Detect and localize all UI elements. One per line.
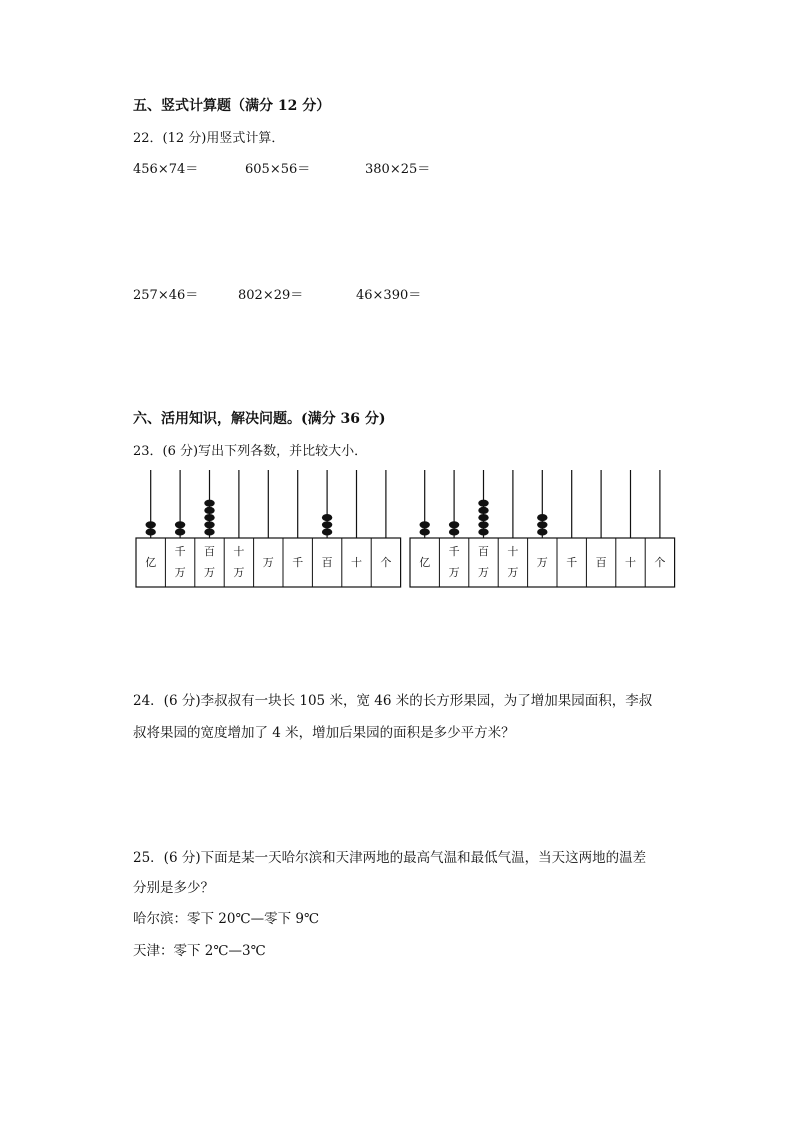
abacus-right-bead bbox=[478, 507, 488, 514]
abacus-right-bead bbox=[420, 521, 430, 528]
abacus-left-bead bbox=[322, 514, 332, 521]
section6-heading: 六、活用知识，解决问题。(满分 36 分) bbox=[133, 411, 386, 427]
abacus-left-bead bbox=[204, 514, 214, 521]
q22-expr-6: 46×390＝ bbox=[356, 288, 422, 303]
abacus-left bbox=[136, 470, 401, 587]
abacus-left-place-label: 万 bbox=[262, 556, 274, 569]
q22-expr-5: 802×29＝ bbox=[238, 288, 304, 303]
abacus-left-place-label: 十 bbox=[233, 545, 245, 558]
abacus-right-bead bbox=[537, 514, 547, 521]
abacus-left-place-label: 亿 bbox=[145, 556, 157, 569]
abacus-left-place-label: 万 bbox=[233, 566, 245, 579]
abacus-right-place-label: 亿 bbox=[419, 556, 431, 569]
q22-stem: 22．(12 分)用竖式计算． bbox=[133, 131, 285, 146]
abacus-left-place-label: 万 bbox=[174, 566, 186, 579]
q22-expr-1: 456×74＝ bbox=[133, 162, 199, 177]
abacus-right-place-label: 千 bbox=[566, 556, 578, 569]
abacus-left-bead bbox=[322, 521, 332, 528]
abacus-left-place-label: 个 bbox=[380, 556, 392, 569]
abacus-right-place-label: 个 bbox=[654, 556, 666, 569]
abacus-right-bead bbox=[478, 528, 488, 535]
q24-line2: 叔将果园的宽度增加了 4 米，增加后果园的面积是多少平方米？ bbox=[133, 725, 515, 741]
abacus-right-place-label: 百 bbox=[595, 556, 607, 569]
abacus-left-bead bbox=[175, 521, 185, 528]
abacus-right-bead bbox=[537, 521, 547, 528]
abacus-right-bead bbox=[420, 528, 430, 535]
abacus-left-bead bbox=[204, 507, 214, 514]
abacus-right bbox=[410, 470, 675, 587]
abacus-right-place-label: 万 bbox=[536, 556, 548, 569]
q22-expr-2: 605×56＝ bbox=[245, 162, 311, 177]
abacus-right-place-label: 万 bbox=[478, 566, 489, 579]
abacus-right-bead bbox=[449, 521, 459, 528]
abacus-right-bead bbox=[478, 500, 488, 507]
abacus-left-place-label: 百 bbox=[321, 556, 333, 569]
abacus-left-bead bbox=[146, 528, 156, 535]
abacus-right-bead bbox=[478, 521, 488, 528]
q25-line1: 25．(6 分)下面是某一天哈尔滨和天津两地的最高气温和最低气温，当天这两地的温差 bbox=[133, 850, 647, 866]
q23-stem: 23．(6 分)写出下列各数，并比较大小． bbox=[133, 444, 368, 459]
abacus-right-place-label: 十 bbox=[507, 545, 519, 558]
abacus-left-place-label: 十 bbox=[351, 556, 362, 569]
abacus-right-place-label: 万 bbox=[507, 566, 519, 579]
abacus-left-bead bbox=[146, 521, 156, 528]
q25-harbin: 哈尔滨：零下 20℃—零下 9℃ bbox=[133, 911, 320, 927]
abacus-left-bead bbox=[204, 521, 214, 528]
abacus-right-bead bbox=[478, 514, 488, 521]
abacus-left-bead bbox=[204, 500, 214, 507]
abacus-right-place-label: 万 bbox=[448, 566, 460, 579]
abacus-right-place-label: 千 bbox=[448, 545, 460, 558]
abacus-left-place-label: 千 bbox=[174, 545, 186, 558]
abacus-right-bead bbox=[449, 528, 459, 535]
q25-tianjin: 天津：零下 2℃—3℃ bbox=[133, 943, 266, 959]
q24-line1: 24．(6 分)李叔叔有一块长 105 米，宽 46 米的长方形果园，为了增加果园面积，李叔 bbox=[133, 693, 653, 709]
q22-expr-3: 380×25＝ bbox=[365, 162, 431, 177]
section5-heading: 五、竖式计算题（满分 12 分） bbox=[133, 98, 331, 114]
abacus-right-bead bbox=[537, 528, 547, 535]
q25-line2: 分别是多少？ bbox=[133, 880, 214, 896]
abacus-left-bead bbox=[175, 528, 185, 535]
abacus-right-place-label: 十 bbox=[625, 556, 636, 569]
abacus-left-place-label: 百 bbox=[204, 545, 215, 558]
abacus-left-bead bbox=[204, 528, 214, 535]
q22-expr-4: 257×46＝ bbox=[133, 288, 199, 303]
abacus-left-bead bbox=[322, 528, 332, 535]
abacus-left-place-label: 万 bbox=[204, 566, 215, 579]
abacus-right-place-label: 百 bbox=[478, 545, 489, 558]
abacus-left-place-label: 千 bbox=[292, 556, 304, 569]
